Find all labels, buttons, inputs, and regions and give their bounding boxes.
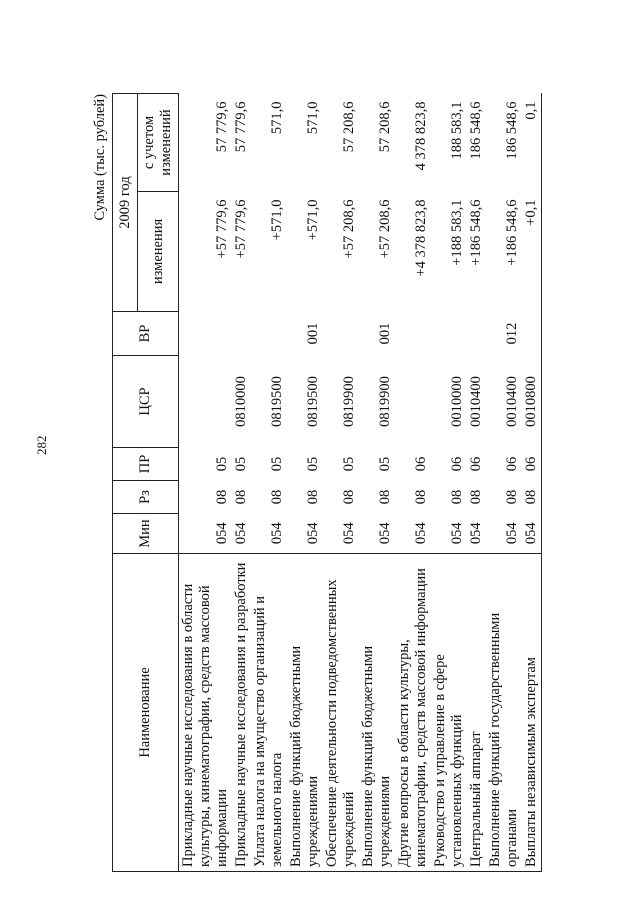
row-vr	[232, 312, 251, 356]
header-rz: Рз	[113, 481, 179, 514]
row-pr: 06	[449, 456, 465, 472]
row-min: 054	[233, 522, 249, 545]
row-pr: 05	[233, 456, 249, 472]
row-changes: +57 779,6	[233, 199, 249, 259]
row-vr: 001	[377, 322, 393, 345]
header-csr: ЦСР	[113, 356, 179, 448]
row-csr: 0819500	[305, 376, 321, 427]
table-row	[251, 93, 287, 871]
row-min: 054	[413, 522, 429, 545]
row-with-changes: 4 378 823,8	[413, 101, 429, 171]
row-with-changes: 571,0	[305, 101, 321, 135]
row-vr	[467, 312, 486, 356]
row-rz: 08	[504, 489, 520, 505]
row-name: Центральный аппарат	[467, 554, 486, 872]
row-vr: 012	[504, 322, 520, 345]
row-with-changes: 0,1	[522, 93, 542, 191]
row-name: Прикладные научные исследования в области культуры, кинематографии, средств массовой информации	[179, 554, 233, 872]
row-name: Руководство и управление в сфере установленных функций	[431, 554, 467, 872]
header-name: Наименование	[113, 554, 179, 872]
row-name: Прикладные научные исследования и разработки	[232, 554, 251, 872]
row-changes: +0,1	[522, 192, 542, 312]
row-changes: +186 548,6	[504, 199, 520, 266]
row-min: 054	[522, 514, 542, 554]
header-changes: изменения	[138, 192, 179, 312]
table-row	[179, 93, 233, 871]
amount-caption: Сумма (тыс. рублей)	[92, 94, 108, 221]
row-csr: 0010400	[468, 376, 484, 427]
row-rz: 08	[233, 489, 249, 505]
row-name: Обеспечение деятельности подведомственных учреждений	[323, 554, 359, 872]
row-vr	[323, 312, 359, 356]
header-with-changes: с учетом изменений	[138, 93, 179, 191]
row-changes: +57 779,6	[214, 199, 230, 259]
row-rz: 08	[413, 489, 429, 505]
row-csr	[179, 356, 233, 448]
row-with-changes: 571,0	[269, 101, 285, 135]
row-with-changes: 57 779,6	[233, 101, 249, 153]
header-vr: ВР	[113, 312, 179, 356]
row-min: 054	[341, 522, 357, 545]
row-rz: 08	[341, 489, 357, 505]
row-changes: +188 583,1	[449, 199, 465, 266]
row-name: Выполнение функций бюджетными учреждениями	[359, 554, 395, 872]
row-rz: 08	[522, 481, 542, 514]
row-changes: +571,0	[305, 199, 321, 241]
row-name: Уплата налога на имущество организаций и земельного налога	[251, 554, 287, 872]
row-with-changes: 186 548,6	[504, 101, 520, 160]
row-name: Выполнение функций государственными органами	[486, 554, 522, 872]
row-changes: +571,0	[269, 199, 285, 241]
table-row	[359, 93, 395, 871]
row-with-changes: 57 208,6	[341, 101, 357, 153]
header-min: Мин	[113, 514, 179, 554]
row-with-changes: 188 583,1	[449, 101, 465, 160]
row-csr: 0010800	[522, 356, 542, 448]
row-changes: +57 208,6	[377, 199, 393, 259]
table-row	[467, 93, 486, 871]
row-csr: 0010400	[504, 376, 520, 427]
row-csr	[395, 356, 431, 448]
row-vr	[251, 312, 287, 356]
row-with-changes: 57 208,6	[377, 101, 393, 153]
row-rz: 08	[377, 489, 393, 505]
row-with-changes: 186 548,6	[468, 101, 484, 160]
row-min: 054	[504, 522, 520, 545]
table-row	[522, 93, 542, 871]
row-changes: +186 548,6	[468, 199, 484, 266]
row-pr: 06	[468, 456, 484, 472]
row-csr: 0810000	[233, 376, 249, 427]
row-vr	[179, 312, 233, 356]
row-rz: 08	[305, 489, 321, 505]
row-min: 054	[377, 522, 393, 545]
table-row	[431, 93, 467, 871]
rotated-page-content	[92, 72, 552, 872]
row-vr	[395, 312, 431, 356]
header-year: 2009 год	[113, 93, 138, 311]
row-with-changes: 57 779,6	[214, 101, 230, 153]
row-min: 054	[305, 522, 321, 545]
row-vr	[522, 312, 542, 356]
row-name: Другие вопросы в области культуры, кинематографии, средств массовой информации	[395, 554, 431, 872]
row-pr: 06	[522, 448, 542, 481]
row-csr: 0819900	[377, 376, 393, 427]
row-min: 054	[449, 522, 465, 545]
row-changes: +57 208,6	[341, 199, 357, 259]
row-pr: 05	[269, 456, 285, 472]
row-vr: 001	[305, 322, 321, 345]
row-name: Выплаты независимым экспертам	[522, 554, 542, 872]
budget-table	[112, 93, 542, 872]
table-row	[287, 93, 323, 871]
table-row	[323, 93, 359, 871]
row-changes: +4 378 823,8	[413, 199, 429, 277]
row-pr: 05	[305, 456, 321, 472]
row-min: 054	[269, 522, 285, 545]
table-row	[395, 93, 431, 871]
table-row	[232, 93, 251, 871]
row-csr: 0819900	[341, 376, 357, 427]
row-pr: 06	[413, 456, 429, 472]
row-csr: 0010000	[449, 376, 465, 427]
row-name: Выполнение функций бюджетными учреждениями	[287, 554, 323, 872]
row-rz: 08	[269, 489, 285, 505]
row-csr: 0819500	[269, 376, 285, 427]
row-pr: 06	[504, 456, 520, 472]
table-row	[486, 93, 522, 871]
row-min: 054	[468, 522, 484, 545]
row-vr	[431, 312, 467, 356]
header-pr: ПР	[113, 448, 179, 481]
row-pr: 05	[377, 456, 393, 472]
row-min: 054	[214, 522, 230, 545]
table-body	[179, 93, 542, 871]
page-number: 282	[34, 435, 49, 455]
row-rz: 08	[468, 489, 484, 505]
row-pr: 05	[341, 456, 357, 472]
row-rz: 08	[449, 489, 465, 505]
header-row-1	[113, 93, 138, 871]
row-pr: 05	[214, 456, 230, 472]
row-rz: 08	[214, 489, 230, 505]
